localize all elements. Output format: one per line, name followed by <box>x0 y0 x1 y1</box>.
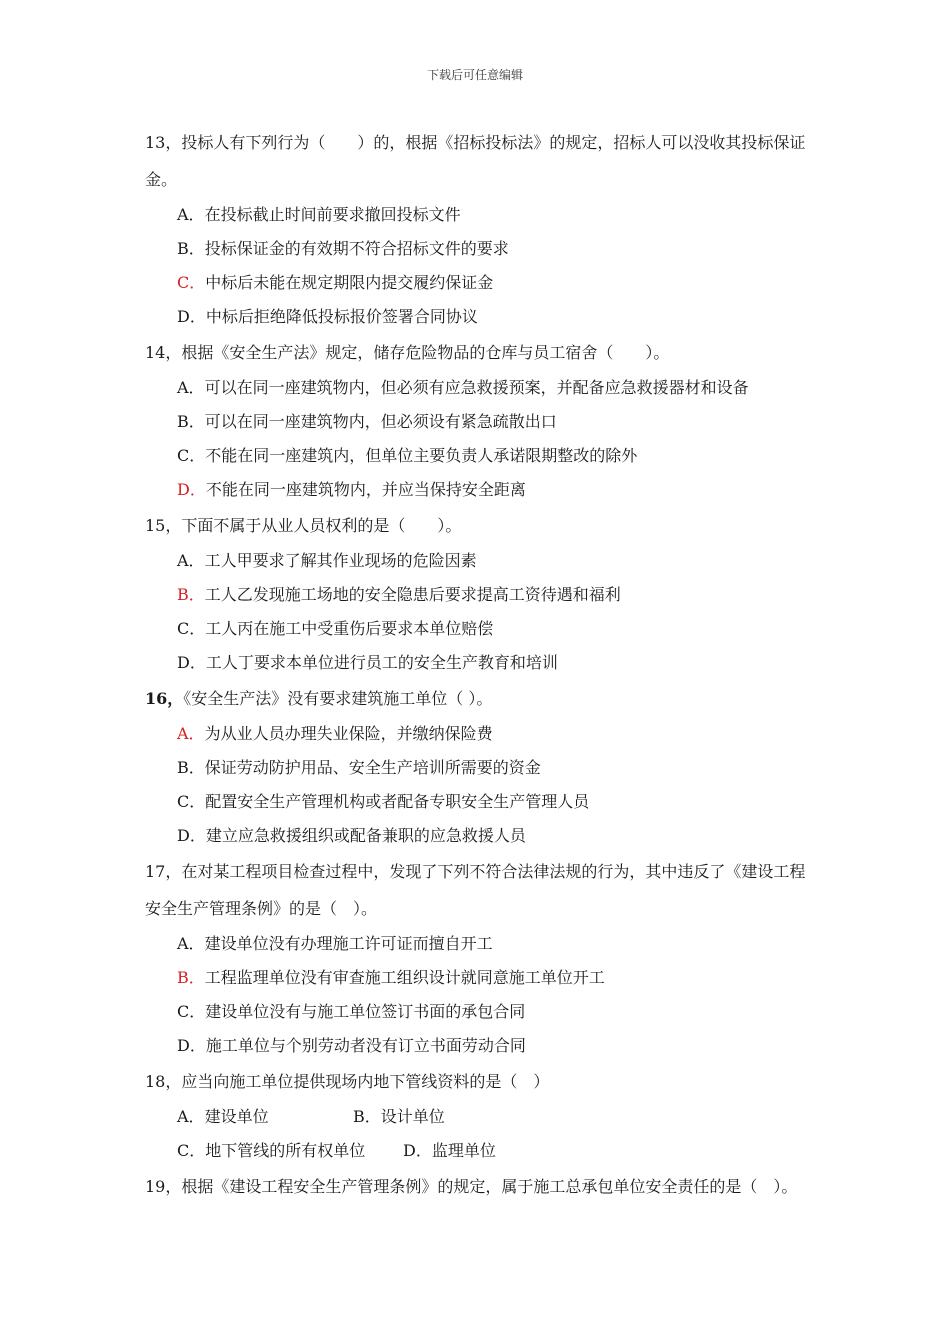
option-text: 工人丁要求本单位进行员工的安全生产教育和培训 <box>205 653 558 672</box>
question-stem <box>145 853 810 927</box>
option-row-ab <box>177 1100 810 1134</box>
question-number: 18， <box>145 1072 182 1091</box>
question-text: 投标人有下列行为（ ）的，根据《招标投标法》的规定，招标人可以没收其投标保证金。 <box>145 133 806 189</box>
option-c <box>177 995 810 1029</box>
question-text: 应当向施工单位提供现场内地下管线资料的是（ ） <box>181 1072 550 1091</box>
option-c <box>177 439 810 473</box>
option-a <box>177 198 810 232</box>
question-stem <box>145 680 810 717</box>
option-text: 配置安全生产管理机构或者配备专职安全生产管理人员 <box>205 792 590 811</box>
question-18 <box>145 1063 810 1168</box>
option-letter-answer: B． <box>177 968 205 987</box>
option-b <box>177 961 810 995</box>
question-number: 15， <box>145 516 182 535</box>
option-c <box>177 785 810 819</box>
option-text: 监理单位 <box>431 1141 496 1160</box>
option-d <box>177 1029 810 1063</box>
question-stem <box>145 1168 810 1205</box>
question-list <box>145 124 810 1205</box>
question-stem <box>145 507 810 544</box>
question-13 <box>145 124 810 334</box>
option-a <box>177 1100 269 1134</box>
question-text: 根据《安全生产法》规定，储存危险物品的仓库与员工宿舍（ ）。 <box>181 343 670 362</box>
question-16 <box>145 680 810 853</box>
option-b <box>177 232 810 266</box>
option-letter: D． <box>403 1141 432 1160</box>
option-letter: C． <box>177 1002 206 1021</box>
question-19 <box>145 1168 810 1205</box>
question-15 <box>145 507 810 680</box>
question-stem <box>145 124 810 198</box>
option-text: 工程监理单位没有审查施工组织设计就同意施工单位开工 <box>204 968 605 987</box>
question-text: 根据《建设工程安全生产管理条例》的规定，属于施工总承包单位安全责任的是（ ）。 <box>181 1177 798 1196</box>
option-letter: D． <box>177 307 206 326</box>
option-text: 地下管线的所有权单位 <box>205 1141 366 1160</box>
option-letter: C． <box>177 792 206 811</box>
option-d <box>177 473 810 507</box>
question-number: 13， <box>145 133 182 152</box>
option-c <box>177 266 810 300</box>
option-text: 中标后未能在规定期限内提交履约保证金 <box>205 273 494 292</box>
option-text: 建立应急救援组织或配备兼职的应急救援人员 <box>205 826 526 845</box>
option-b <box>353 1100 445 1134</box>
question-number: 19， <box>145 1177 182 1196</box>
option-text: 保证劳动防护用品、安全生产培训所需要的资金 <box>204 758 541 777</box>
option-b <box>177 751 810 785</box>
option-b <box>177 405 810 439</box>
question-number: 17， <box>145 862 182 881</box>
question-stem <box>145 1063 810 1100</box>
question-17 <box>145 853 810 1063</box>
option-letter: A． <box>177 551 205 570</box>
question-text: 《安全生产法》没有要求建筑施工单位（ ）。 <box>183 689 493 708</box>
option-letter: C． <box>177 619 206 638</box>
option-text: 工人丙在施工中受重伤后要求本单位赔偿 <box>205 619 494 638</box>
option-letter-answer: A． <box>177 1107 205 1126</box>
option-text: 投标保证金的有效期不符合招标文件的要求 <box>204 239 509 258</box>
option-letter-answer: A． <box>177 724 205 743</box>
option-text: 建设单位没有办理施工许可证而擅自开工 <box>204 934 493 953</box>
option-a <box>177 371 810 405</box>
option-letter: A． <box>177 205 205 224</box>
option-text: 可以在同一座建筑物内，但必须设有紧急疏散出口 <box>204 412 557 431</box>
option-c <box>177 612 810 646</box>
option-d <box>177 819 810 853</box>
option-b <box>177 578 810 612</box>
page-header: 下载后可任意编辑 <box>426 68 523 82</box>
option-text: 可以在同一座建筑物内，但必须有应急救援预案，并配备应急救援器材和设备 <box>204 378 749 397</box>
option-text: 工人乙发现施工场地的安全隐患后要求提高工资待遇和福利 <box>204 585 621 604</box>
option-letter-answer: D． <box>177 480 206 499</box>
option-a <box>177 544 810 578</box>
option-text: 工人甲要求了解其作业现场的危险因素 <box>204 551 477 570</box>
option-letter: A． <box>177 378 205 397</box>
option-a <box>177 717 810 751</box>
option-letter-answer: C． <box>177 273 206 292</box>
option-letter: C． <box>177 1141 206 1160</box>
question-number: 16， <box>145 689 184 708</box>
option-letter: B． <box>177 239 205 258</box>
option-letter: B． <box>177 758 205 777</box>
option-c <box>177 1134 365 1168</box>
option-a <box>177 927 810 961</box>
option-text: 建设单位 <box>204 1107 269 1126</box>
option-text: 施工单位与个别劳动者没有订立书面劳动合同 <box>205 1036 526 1055</box>
option-d <box>177 300 810 334</box>
option-text: 为从业人员办理失业保险，并缴纳保险费 <box>204 724 493 743</box>
option-letter: D． <box>177 826 206 845</box>
option-text: 不能在同一座建筑物内，并应当保持安全距离 <box>205 480 526 499</box>
option-letter: B． <box>177 412 205 431</box>
question-14 <box>145 334 810 507</box>
option-letter: D． <box>177 653 206 672</box>
option-letter-answer: B． <box>177 585 205 604</box>
option-text: 中标后拒绝降低投标报价签署合同协议 <box>205 307 478 326</box>
option-text: 设计单位 <box>380 1107 445 1126</box>
question-text: 在对某工程项目检查过程中，发现了下列不符合法律法规的行为，其中违反了《建设工程安全生产管理条例》的是（ ）。 <box>145 862 806 918</box>
option-d <box>403 1134 496 1168</box>
option-letter: B． <box>353 1107 381 1126</box>
question-text: 下面不属于从业人员权利的是（ ）。 <box>181 516 462 535</box>
option-letter: A． <box>177 934 205 953</box>
question-number: 14， <box>145 343 182 362</box>
option-text: 不能在同一座建筑内，但单位主要负责人承诺限期整改的除外 <box>205 446 638 465</box>
option-text: 在投标截止时间前要求撤回投标文件 <box>204 205 461 224</box>
option-row-cd <box>177 1134 810 1168</box>
option-text: 建设单位没有与施工单位签订书面的承包合同 <box>205 1002 526 1021</box>
question-stem <box>145 334 810 371</box>
option-letter: C． <box>177 446 206 465</box>
option-letter: D． <box>177 1036 206 1055</box>
option-d <box>177 646 810 680</box>
